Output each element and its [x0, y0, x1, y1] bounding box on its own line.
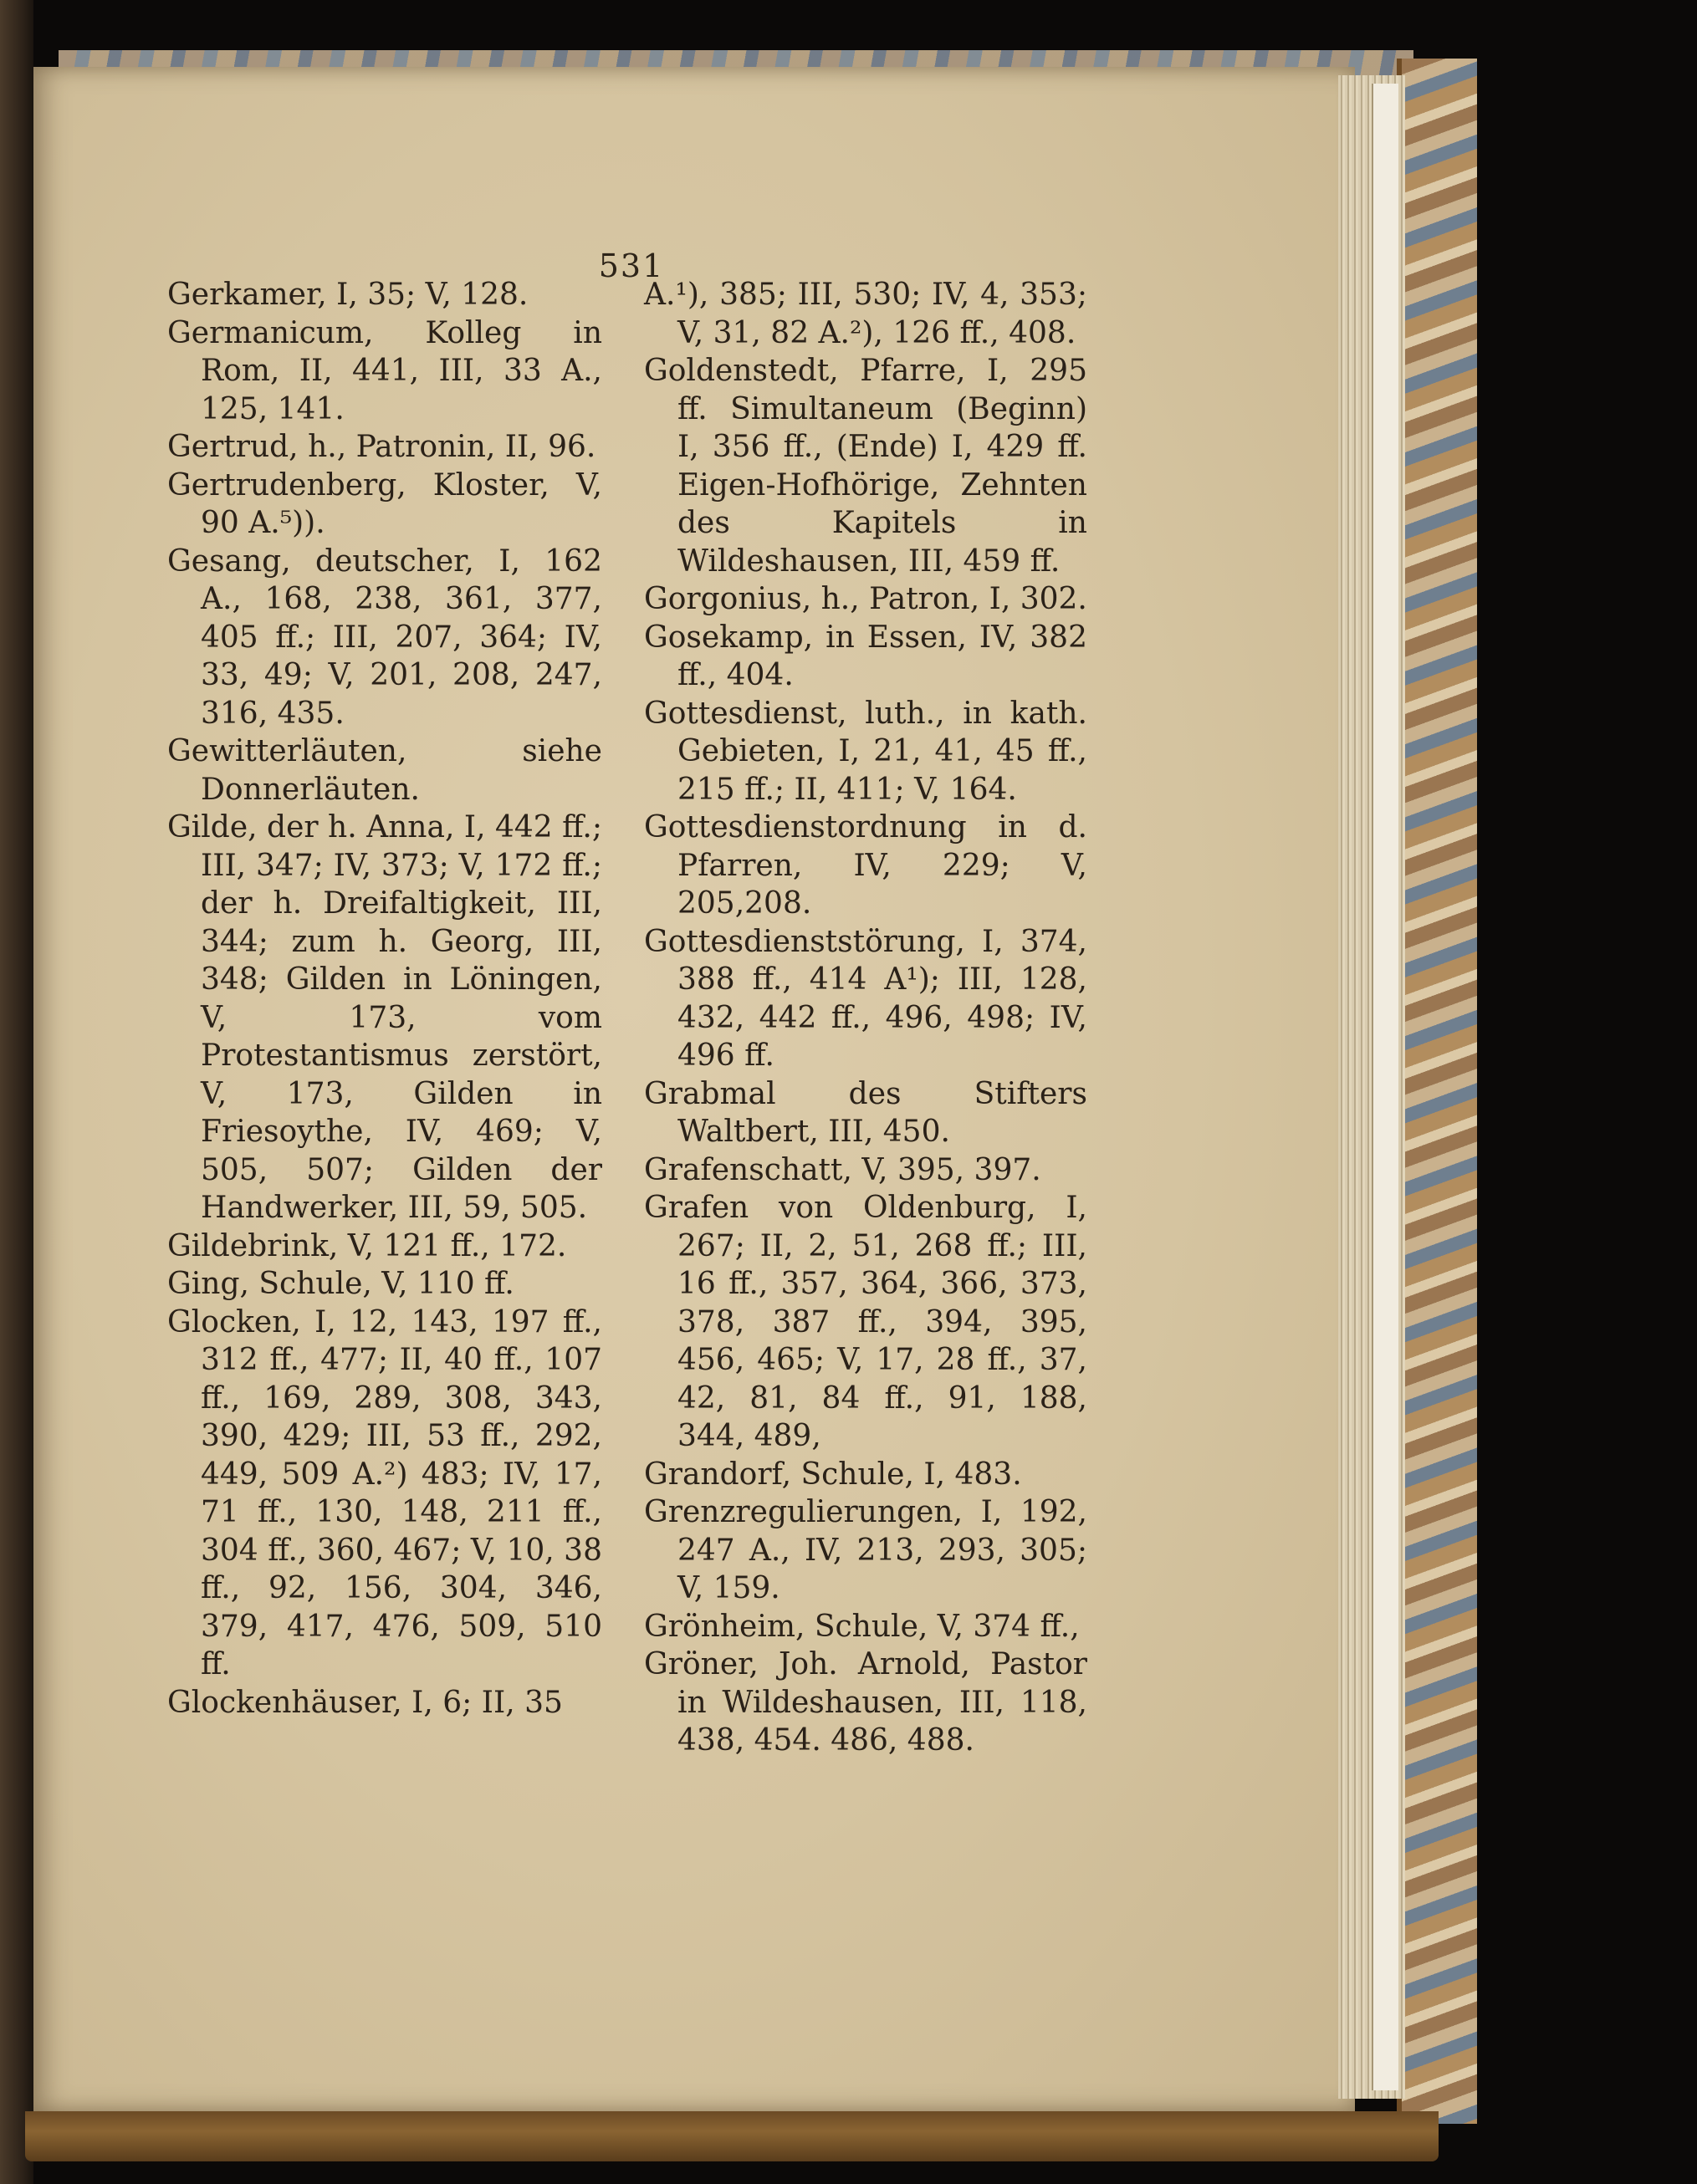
- index-entry: Gerkamer, I, 35; V, 128.: [167, 278, 529, 312]
- book-cover-left-edge: [0, 0, 33, 2184]
- index-entry: Grönheim, Schule, V, 374 ff.,: [644, 1609, 1080, 1644]
- page-number: 531: [598, 247, 665, 284]
- index-entry: Gottesdienstordnung in d. Pfarren, IV, 229; V, 205,208.: [644, 810, 1087, 921]
- index-entry: Gorgonius, h., Patron, I, 302.: [644, 582, 1087, 616]
- book-page: [33, 67, 1355, 2111]
- index-entry: Grenzregulierungen, I, 192, 247 A., IV, 213, 293, 305; V, 159.: [644, 1495, 1087, 1605]
- index-entry: Grafenschatt, V, 395, 397.: [644, 1152, 1041, 1187]
- index-entry: Grafen von Oldenburg, I, 267; II, 2, 51, 268 ff.; III, 16 ff., 357, 364, 366, 373, 378, 387 ff., 394, 395, 456, 465; V, 17, 28 ff., 37, 42, 81, 84 ff., 91, 188, 344, 489,: [644, 1191, 1087, 1453]
- index-entry: Gildebrink, V, 121 ff., 172.: [167, 1228, 567, 1263]
- index-entry: Goldenstedt, Pfarre, I, 295 ff. Simultaneum (Beginn) I, 356 ff., (Ende) I, 429 ff. Eigen-Hofhörige, Zehnten des Kapitels in Wildeshausen, III, 459 ff.: [644, 354, 1087, 579]
- index-entry: Glockenhäuser, I, 6; II, 35: [167, 1685, 563, 1720]
- index-column-right: [644, 276, 1087, 1760]
- index-entry: Germanicum, Kolleg in Rom, II, 441, III, 33 A., 125, 141.: [167, 315, 602, 426]
- index-entry: Gottesdienststörung, I, 374, 388 ff., 414 A¹); III, 128, 432, 442 ff., 496, 498; IV, 496 ff.: [644, 924, 1087, 1073]
- index-entry: Gesang, deutscher, I, 162 A., 168, 238, 361, 377, 405 ff.; III, 207, 364; IV, 33, 49; V, 201, 208, 247, 316, 435.: [167, 543, 602, 731]
- loose-sheet-edge: [1372, 84, 1398, 2090]
- index-entry: Grandorf, Schule, I, 483.: [644, 1457, 1022, 1492]
- index-entry: Gröner, Joh. Arnold, Pastor in Wildeshausen, III, 118, 438, 454. 486, 488.: [644, 1647, 1087, 1758]
- index-entry: Gertrud, h., Patronin, II, 96.: [167, 430, 596, 464]
- index-entry: Gertrudenberg, Kloster, V, 90 A.⁵)).: [167, 467, 602, 540]
- index-entry: Glocken, I, 12, 143, 197 ff., 312 ff., 477; II, 40 ff., 107 ff., 169, 289, 308, 343, 390, 429; III, 53 ff., 292, 449, 509 A.²) 483; IV, 17, 71 ff., 130, 148, 211 ff., 304 ff., 360, 467; V, 10, 38 ff., 92, 156, 304, 346, 379, 417, 476, 509, 510 ff.: [167, 1304, 602, 1681]
- index-entry: Gilde, der h. Anna, I, 442 ff.; III, 347; IV, 373; V, 172 ff.; der h. Dreifaltigkeit, III, 344; zum h. Georg, III, 348; Gilden in Löningen, V, 173, vom Protestantismus zerstört, V, 173, Gilden in Friesoythe, IV, 469; V, 505, 507; Gilden der Handwerker, III, 59, 505.: [167, 810, 602, 1225]
- index-entry: Gosekamp, in Essen, IV, 382 ff., 404.: [644, 620, 1087, 692]
- index-column-left: [167, 276, 602, 1722]
- index-entry: Ging, Schule, V, 110 ff.: [167, 1267, 514, 1301]
- index-entry: Gottesdienst, luth., in kath. Gebieten, I, 21, 41, 45 ff., 215 ff.; II, 411; V, 164.: [644, 696, 1087, 807]
- index-entry: A.¹), 385; III, 530; IV, 4, 353; V, 31, 82 A.²), 126 ff., 408.: [644, 278, 1087, 350]
- index-entry: Grabmal des Stifters Waltbert, III, 450.: [644, 1076, 1087, 1149]
- index-entry: Gewitterläuten, siehe Donnerläuten.: [167, 734, 602, 807]
- leather-cover-bottom: [25, 2111, 1439, 2161]
- marbled-cover-right: [1397, 59, 1477, 2124]
